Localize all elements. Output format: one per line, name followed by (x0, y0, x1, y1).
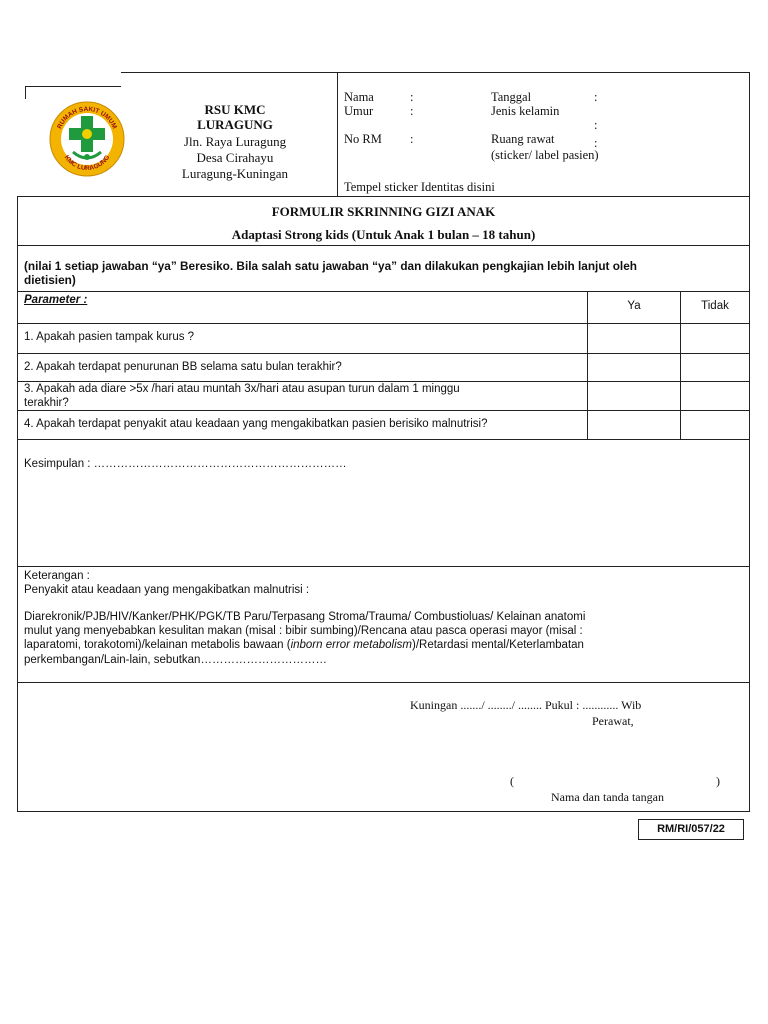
question-1: 1. Apakah pasien tampak kurus ? (24, 331, 195, 343)
answer-q4-tidak[interactable] (681, 411, 749, 439)
umur-label: Umur (344, 104, 374, 118)
question-4: 4. Apakah terdapat penyakit atau keadaan yang mengakibatkan pasien berisiko malnutrisi? (24, 418, 488, 430)
signature-perawat: Perawat, (592, 714, 634, 728)
hospital-name-line1: RSU KMC (204, 102, 266, 117)
signature-paren-close: ) (716, 774, 720, 788)
nama-label: Nama (344, 90, 374, 104)
nama-colon: : (410, 90, 414, 104)
keterangan-line4-pre: laparatomi, torakotomi)/kelainan metabolis bawaan ( (24, 639, 291, 651)
answer-q3-ya[interactable] (588, 382, 680, 410)
logo-top-text: RUMAH SAKIT UMUM (56, 105, 118, 130)
signature-name-label: Nama dan tanda tangan (551, 790, 664, 804)
top-left-border (25, 86, 121, 87)
col-ya-header: Ya (627, 300, 641, 312)
keterangan-line4-post: )/Retardasi mental/Keterlambatan (412, 639, 584, 651)
ruang-rawat-label: Ruang rawat (491, 132, 555, 146)
keterangan-line1: Penyakit atau keadaan yang mengakibatkan malnutrisi : (24, 584, 310, 596)
tanggal-label: Tanggal (491, 90, 532, 104)
address-line3: Luragung-Kuningan (181, 166, 289, 181)
hline-kesimpulan-bottom (17, 566, 750, 567)
jenis-kelamin-label: Jenis kelamin (491, 104, 560, 118)
document-code: RM/RI/057/22 (638, 819, 744, 840)
answer-q2-ya[interactable] (588, 354, 680, 381)
norm-colon: : (410, 132, 414, 146)
answer-q2-tidak[interactable] (681, 354, 749, 381)
umur-colon: : (410, 104, 414, 118)
keterangan-label: Keterangan : (24, 570, 90, 582)
right-border (749, 72, 750, 812)
left-border (17, 196, 18, 812)
hospital-name-line2: LURAGUNG (197, 117, 273, 132)
col-tidak-header: Tidak (701, 300, 729, 312)
kesimpulan-field[interactable]: Kesimpulan : ………………………………………………………… (24, 458, 347, 470)
signature-place-date[interactable]: Kuningan ......./ ......../ ........ Pukul : ............ Wib (410, 698, 642, 712)
hospital-logo-icon (48, 100, 126, 178)
logo-bottom-text: KMC LURAGUNG (62, 154, 112, 173)
jenis-kelamin-colon: : (594, 118, 598, 132)
hline-keterangan-bottom (17, 682, 750, 683)
left-corner-vertical (25, 86, 26, 99)
sticker-label: (sticker/ label pasien) (491, 148, 599, 162)
hline-subtitle-bottom (17, 245, 750, 246)
answer-q1-tidak[interactable] (681, 324, 749, 353)
header-divider (337, 72, 338, 196)
form-title: FORMULIR SKRINNING GIZI ANAK (271, 204, 496, 219)
bottom-border (17, 811, 750, 812)
question-2: 2. Apakah terdapat penurunan BB selama satu bulan terakhir? (24, 361, 342, 373)
hline-q4-bottom (17, 439, 750, 440)
keterangan-line4-italic: inborn error metabolism (290, 639, 412, 651)
instruction-line1: (nilai 1 setiap jawaban “ya” Beresiko. Bila salah satu jawaban “ya” dan dilakukan pengkajian lebih lanjut oleh (24, 259, 637, 273)
answer-q1-ya[interactable] (588, 324, 680, 353)
answer-q4-ya[interactable] (588, 411, 680, 439)
tanggal-colon: : (594, 90, 598, 104)
keterangan-line3: mulut yang menyebabkan kesulitan makan (misal : bibir sumbing)/Rencana atau pasca operasi mayor (misal : (24, 625, 583, 637)
address-line2: Desa Cirahayu (196, 150, 274, 165)
top-border (121, 72, 750, 73)
question-3-line1: 3. Apakah ada diare >5x /hari atau muntah 3x/hari atau asupan turun dalam 1 minggu (24, 383, 460, 395)
form-subtitle: Adaptasi Strong kids (Untuk Anak 1 bulan – 18 tahun) (231, 227, 536, 242)
answer-q3-tidak[interactable] (681, 382, 749, 410)
norm-label: No RM (344, 132, 382, 146)
signature-name-field[interactable] (520, 774, 710, 790)
instruction-line2: dietisien) (24, 273, 76, 287)
tempel-sticker-note: Tempel sticker Identitas disini (344, 180, 495, 194)
hline-instruction-bottom (17, 291, 750, 292)
question-3-line2: terakhir? (24, 397, 69, 409)
address-line1: Jln. Raya Luragung (183, 134, 287, 149)
keterangan-line4 (24, 639, 584, 651)
hline-header-bottom (17, 196, 750, 197)
ruang-rawat-colon: : (594, 136, 598, 150)
signature-paren-open: ( (510, 774, 514, 788)
parameter-header: Parameter : (24, 294, 88, 306)
hospital-logo (48, 100, 126, 178)
keterangan-line5: perkembangan/Lain-lain, sebutkan…………………………… (24, 654, 327, 666)
keterangan-line2: Diarekronik/PJB/HIV/Kanker/PHK/PGK/TB Paru/Terpasang Stroma/Trauma/ Combustioluas/ Kelainan anatomi (24, 611, 586, 623)
